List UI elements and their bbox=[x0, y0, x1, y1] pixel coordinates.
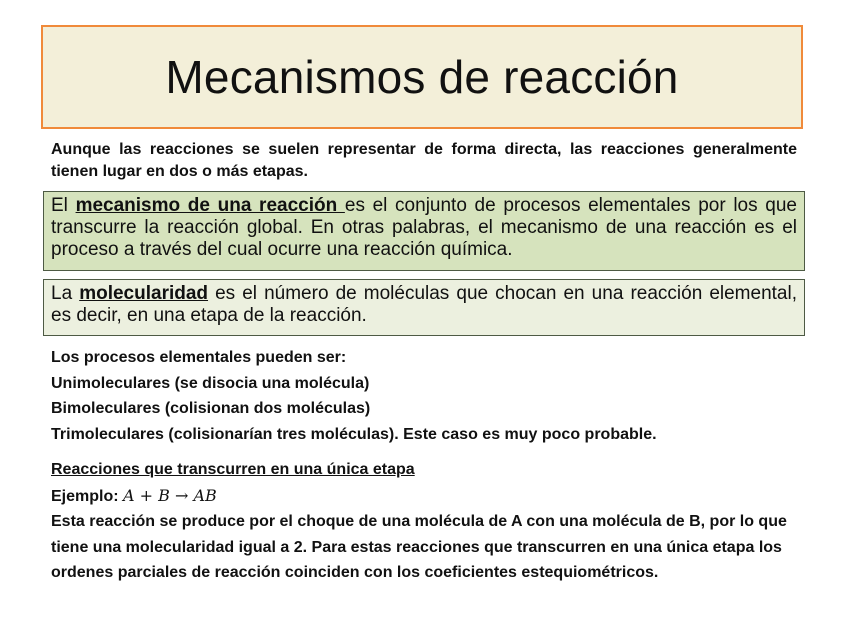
list-item: Bimoleculares (colisionan dos moléculas) bbox=[51, 400, 371, 417]
definition-prefix: El bbox=[51, 195, 76, 216]
definition-prefix: La bbox=[51, 283, 80, 304]
definition-box-mechanism bbox=[43, 191, 805, 271]
list-item: Los procesos elementales pueden ser: bbox=[51, 349, 347, 366]
definition-term: molecularidad bbox=[79, 283, 209, 304]
section-heading: Reacciones que transcurren en una única etapa bbox=[51, 461, 415, 478]
example-label: Ejemplo: bbox=[51, 487, 124, 505]
section-body: Esta reacción se produce por el choque de una molécula de A con una molécula de B, por lo que tiene una molecularidad igual a 2. Para estas reacciones que transcurren en una única etapa los ordenes parciales de reacción coinciden con los coeficientes estequiométricos. bbox=[51, 513, 787, 581]
definition-term: mecanismo de una reacción bbox=[75, 195, 345, 216]
definition-box-molecularity bbox=[43, 279, 805, 336]
single-step-section bbox=[51, 457, 811, 586]
example-line bbox=[51, 483, 811, 510]
definition-text: es el número de moléculas que chocan en una reacción elemental, es decir, en una etapa de la reacción. bbox=[51, 283, 797, 326]
list-item: Unimoleculares (se disocia una molécula) bbox=[51, 374, 370, 392]
title-banner bbox=[41, 25, 803, 129]
elementary-process-list bbox=[51, 345, 811, 447]
example-equation: A + B → AB bbox=[123, 485, 217, 505]
slide-title: Mecanismos de reacción bbox=[165, 51, 679, 103]
definition-text: es el conjunto de procesos elementales por los que transcurre la reacción global. En otras palabras, el mecanismo de una reacción es el proceso a través del cual ocurre una reacción química. bbox=[51, 195, 797, 260]
list-item: Trimoleculares (colisionarían tres moléculas). Este caso es muy poco probable. bbox=[51, 425, 657, 443]
intro-paragraph: Aunque las reacciones se suelen representar de forma directa, las reacciones generalmente tienen lugar en dos o más etapas. bbox=[51, 141, 797, 180]
